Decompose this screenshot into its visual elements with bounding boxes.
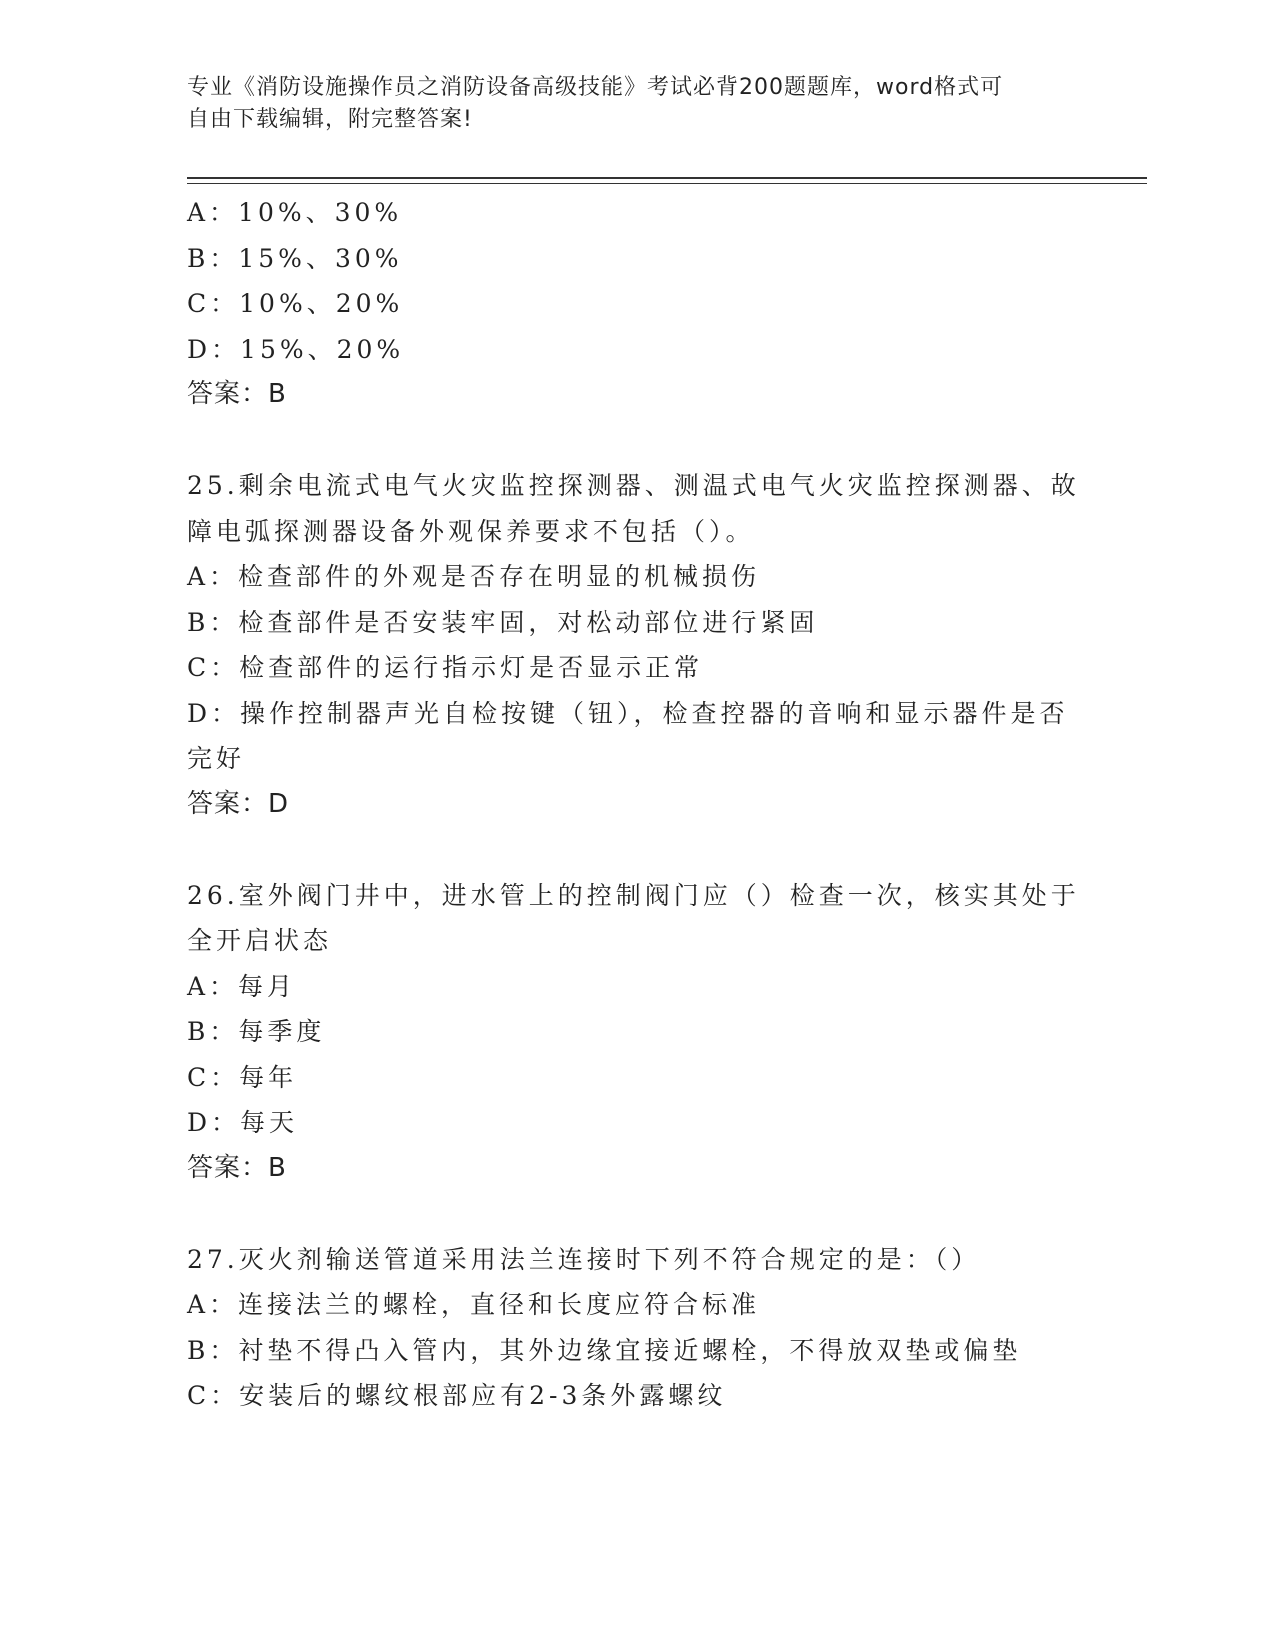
option-d-continued: 完好 [187, 744, 246, 773]
question-stem-continued: 障电弧探测器设备外观保养要求不包括（）。 [187, 516, 755, 546]
option-a: A：10%、30% [187, 198, 403, 227]
spacer [187, 1191, 1067, 1237]
option-c: C：检查部件的运行指示灯是否显示正常 [187, 653, 704, 682]
answer-label: 答案：B [187, 379, 287, 409]
question-26-block [187, 873, 1080, 1192]
question-list [187, 190, 1080, 1419]
option-c: C：10%、20% [187, 289, 404, 318]
question-27-block [187, 1237, 1067, 1419]
question-25-block [187, 463, 1080, 827]
option-b: B：检查部件是否安装牢固，对松动部位进行紧固 [187, 607, 819, 637]
question-stem: 26.室外阀门井中，进水管上的控制阀门应（）检查一次，核实其处于 [187, 880, 1080, 910]
question-stem-continued: 全开启状态 [187, 926, 333, 955]
option-a: A：连接法兰的螺栓，直径和长度应符合标准 [187, 1290, 761, 1319]
option-b: B：衬垫不得凸入管内，其外边缘宜接近螺栓，不得放双垫或偏垫 [187, 1335, 1022, 1365]
question-stem: 25.剩余电流式电气火灾监控探测器、测温式电气火灾监控探测器、故 [187, 471, 1080, 500]
answer-label: 答案：B [187, 1152, 287, 1183]
option-d: D：每天 [187, 1108, 299, 1137]
document-header [187, 72, 1067, 136]
option-d: D：操作控制器声光自检按键（钮），检查控器的音响和显示器件是否 [187, 698, 1069, 728]
option-d: D：15%、20% [187, 334, 405, 364]
header-line-2: 自由下载编辑，附完整答案! [187, 107, 473, 132]
header-line-1: 专业《消防设施操作员之消防设备高级技能》考试必背200题题库，word格式可 [187, 75, 1004, 100]
question-stem: 27.灭火剂输送管道采用法兰连接时下列不符合规定的是：（） [187, 1244, 981, 1274]
spacer [187, 827, 1067, 873]
answer-label: 答案：D [187, 788, 290, 819]
option-a: A：检查部件的外观是否存在明显的机械损伤 [187, 562, 761, 591]
option-a: A：每月 [187, 971, 297, 1001]
header-divider-thin [187, 183, 1147, 184]
header-divider-thick [187, 177, 1147, 179]
spacer [187, 418, 1067, 464]
question-24-block [187, 190, 1067, 418]
option-c: C：安装后的螺纹根部应有2-3条外露螺纹 [187, 1381, 727, 1410]
option-b: B：每季度 [187, 1017, 326, 1046]
option-c: C：每年 [187, 1062, 298, 1092]
option-b: B：15%、30% [187, 243, 403, 273]
